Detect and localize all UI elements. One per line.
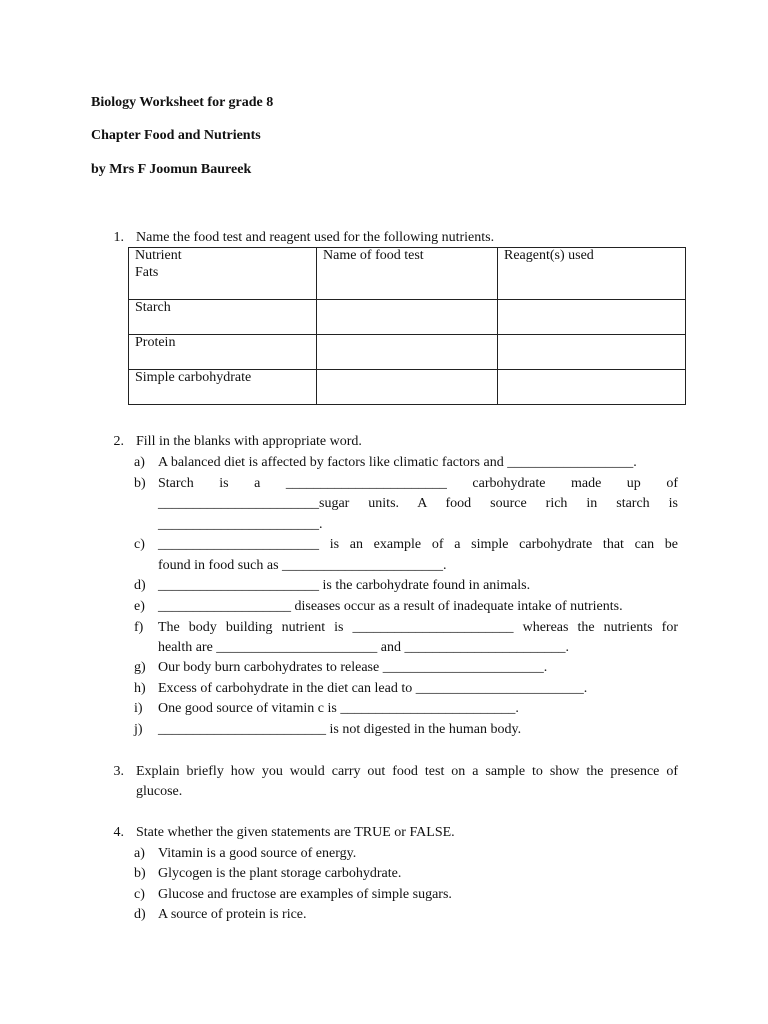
q3-text-line1: Explain briefly how you would carry out food test on a sample to show the presence of: [136, 764, 678, 779]
q4-label-d: d): [134, 907, 146, 922]
table-cell-nutrient: Fats: [129, 265, 317, 300]
q2-item-f-line2: health are _______________________ and _______________________.: [158, 640, 570, 655]
table-header-food-test: Name of food test: [317, 248, 498, 266]
nutrient-table: [128, 247, 686, 405]
table-cell-reagent: [498, 265, 686, 300]
table-header-row: [129, 248, 686, 266]
q4-label-b: b): [134, 866, 146, 881]
q2-item-d: _______________________ is the carbohydrate found in animals.: [158, 578, 531, 593]
q4-text: State whether the given statements are TRUE or FALSE.: [136, 825, 455, 840]
q4-number: 4.: [113, 825, 124, 840]
table-cell-reagent: [498, 335, 686, 370]
q4-label-c: c): [134, 887, 145, 902]
q2-item-b-line1: Starch is a _______________________ carbohydrate made up of: [158, 476, 678, 491]
q1-number: 1.: [113, 230, 124, 245]
table-row: [129, 300, 686, 335]
q2-text: Fill in the blanks with appropriate word.: [136, 434, 362, 449]
q4-item-a: Vitamin is a good source of energy.: [158, 846, 357, 861]
worksheet-title: Biology Worksheet for grade 8: [91, 95, 274, 110]
table-cell-nutrient: Starch: [129, 300, 317, 335]
q4-label-a: a): [134, 846, 145, 861]
table-cell-food-test: [317, 335, 498, 370]
q4-item-b: Glycogen is the plant storage carbohydrate.: [158, 866, 402, 881]
q2-item-h: Excess of carbohydrate in the diet can lead to ________________________.: [158, 681, 588, 696]
table-cell-reagent: [498, 300, 686, 335]
q4-item-c: Glucose and fructose are examples of simple sugars.: [158, 887, 452, 902]
q2-item-b-line3: _______________________.: [158, 517, 323, 532]
table-header-reagent: Reagent(s) used: [498, 248, 686, 266]
author-line: by Mrs F Joomun Baureek: [91, 162, 252, 177]
table-row: [129, 265, 686, 300]
table-cell-reagent: [498, 370, 686, 405]
table-cell-nutrient: Simple carbohydrate: [129, 370, 317, 405]
q4-item-d: A source of protein is rice.: [158, 907, 307, 922]
q2-item-b-line2: _______________________sugar units. A food source rich in starch is: [158, 496, 678, 511]
table-cell-nutrient: Protein: [129, 335, 317, 370]
table-cell-food-test: [317, 265, 498, 300]
q2-item-c-line1: _______________________ is an example of a simple carbohydrate that can be: [158, 537, 678, 552]
q2-label-i: i): [134, 701, 143, 716]
q2-item-i: One good source of vitamin c is _________________________.: [158, 701, 519, 716]
table-header-nutrient: Nutrient: [129, 248, 317, 266]
q3-number: 3.: [113, 764, 124, 779]
q2-label-g: g): [134, 660, 146, 675]
q2-label-e: e): [134, 599, 145, 614]
q2-label-f: f): [134, 620, 144, 635]
q2-label-j: j): [134, 722, 143, 737]
q2-label-a: a): [134, 455, 145, 470]
table-cell-food-test: [317, 370, 498, 405]
q2-label-c: c): [134, 537, 145, 552]
q2-item-f-line1: The body building nutrient is _______________________ whereas the nutrients for: [158, 620, 678, 635]
q1-text: Name the food test and reagent used for the following nutrients.: [136, 230, 495, 245]
table-row: [129, 370, 686, 405]
q2-label-h: h): [134, 681, 146, 696]
table-cell-food-test: [317, 300, 498, 335]
q3-text-line2: glucose.: [136, 784, 183, 799]
q2-item-g: Our body burn carbohydrates to release _______________________.: [158, 660, 548, 675]
q2-item-c-line2: found in food such as _______________________.: [158, 558, 447, 573]
q2-item-a: A balanced diet is affected by factors like climatic factors and __________________.: [158, 455, 637, 470]
q2-label-b: b): [134, 476, 146, 491]
table-row: [129, 335, 686, 370]
q2-item-j: ________________________ is not digested in the human body.: [158, 722, 522, 737]
q2-item-e: ___________________ diseases occur as a result of inadequate intake of nutrients.: [158, 599, 623, 614]
chapter-title: Chapter Food and Nutrients: [91, 128, 261, 143]
q2-label-d: d): [134, 578, 146, 593]
q2-number: 2.: [113, 434, 124, 449]
